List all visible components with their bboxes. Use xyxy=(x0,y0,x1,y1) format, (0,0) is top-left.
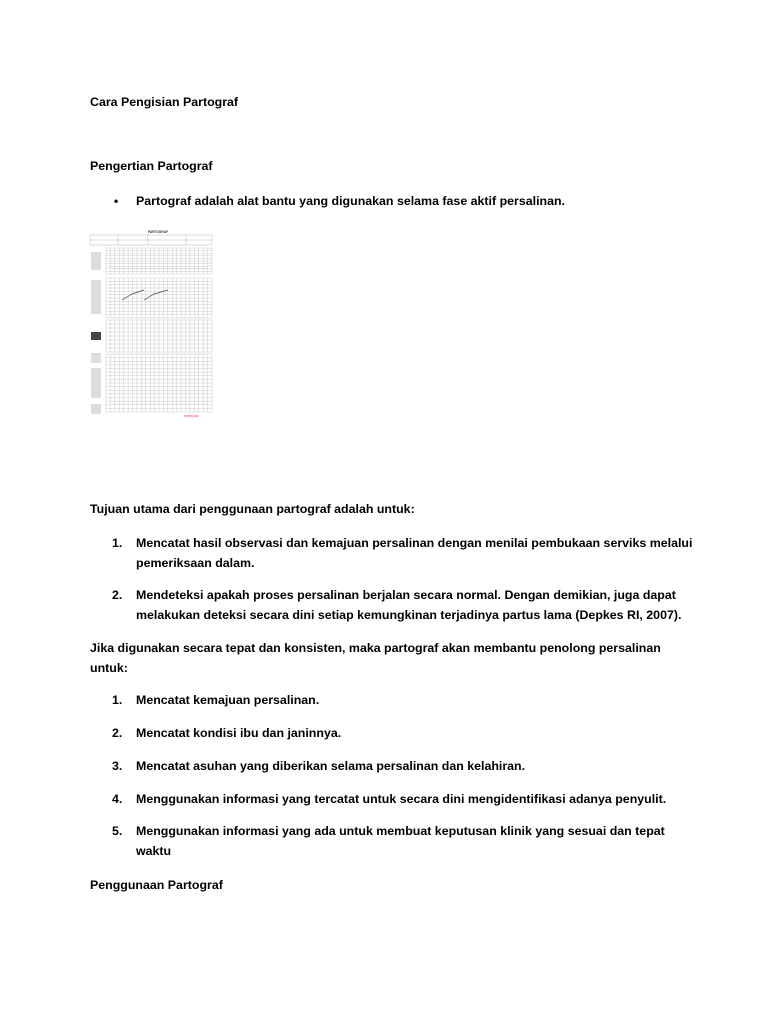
list-item: Mencatat hasil observasi dan kemajuan persalinan dengan menilai pembukaan serviks melalui pemeriksaan dalam. xyxy=(136,536,693,570)
list-number: 2. xyxy=(112,726,123,740)
list-item: Mendeteksi apakah proses persalinan berjalan secara normal. Dengan demikian, juga dapat melakukan deteksi secara dini setiap kemungkinan terjadinya partus lama (Depkes RI, 2007). xyxy=(136,588,682,622)
figure-caption: PARTOGRAF xyxy=(184,415,199,418)
partograf-figure xyxy=(88,228,228,420)
bullet-text: Partograf adalah alat bantu yang digunakan selama fase aktif persalinan. xyxy=(136,194,565,208)
list-item: Menggunakan informasi yang tercatat untuk secara dini mengidentifikasi adanya penyulit. xyxy=(136,792,667,806)
list-number: 4. xyxy=(112,792,123,806)
section-heading-penggunaan: Penggunaan Partograf xyxy=(90,878,223,892)
list-number: 3. xyxy=(112,759,123,773)
list-item: Menggunakan informasi yang ada untuk membuat keputusan klinik yang sesuai dan tepat waktu xyxy=(136,824,665,858)
list-item: Mencatat kemajuan persalinan. xyxy=(136,693,320,707)
list-number: 5. xyxy=(112,824,123,838)
list-item: Mencatat kondisi ibu dan janinnya. xyxy=(136,726,342,740)
section-heading-pengertian: Pengertian Partograf xyxy=(90,159,213,173)
list-number: 1. xyxy=(112,693,123,707)
figure-title: PARTOGRAF xyxy=(148,230,168,234)
list-number: 1. xyxy=(112,536,123,550)
list-item: Mencatat asuhan yang diberikan selama persalinan dan kelahiran. xyxy=(136,759,526,773)
bullet-icon: • xyxy=(114,194,119,208)
list-number: 2. xyxy=(112,588,123,602)
section-intro-tujuan: Tujuan utama dari penggunaan partograf adalah untuk: xyxy=(90,502,415,516)
document-title: Cara Pengisian Partograf xyxy=(90,95,239,109)
section-intro-penolong: Jika digunakan secara tepat dan konsisten, maka partograf akan membantu penolong persalinan untuk: xyxy=(90,641,661,675)
